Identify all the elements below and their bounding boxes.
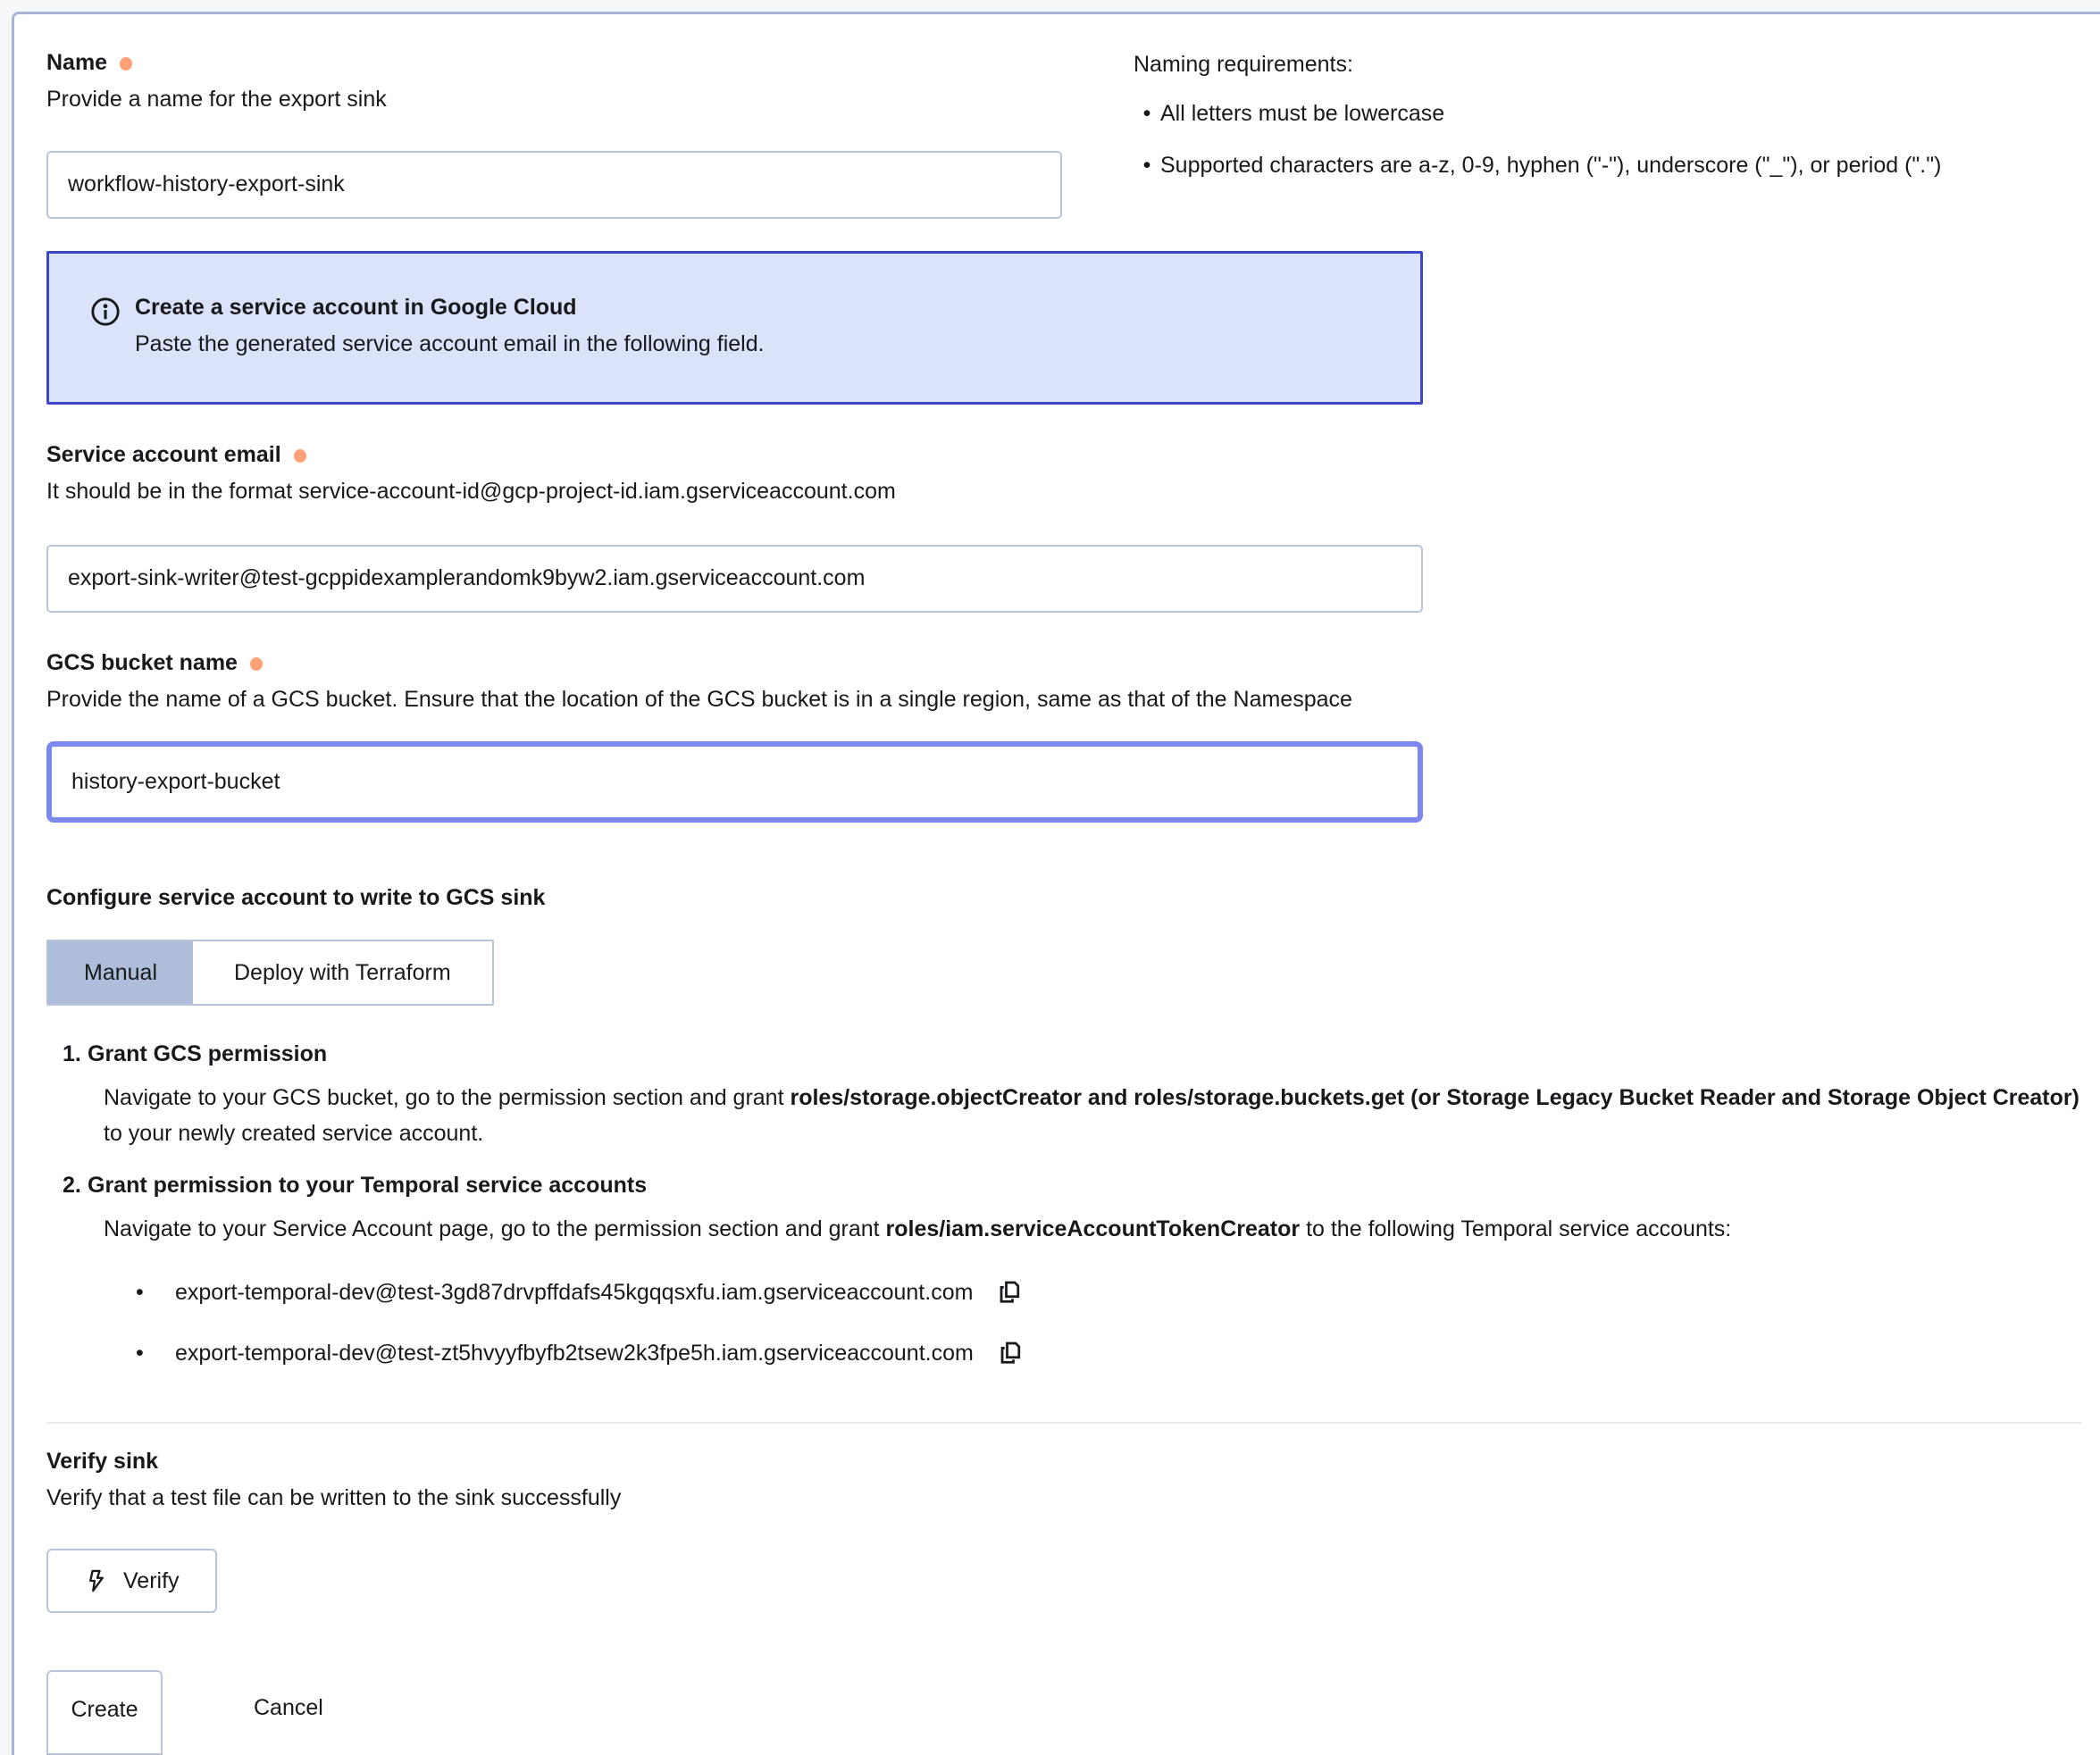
service-account-label: Service account email (46, 441, 281, 467)
step-number: 1. (63, 1041, 81, 1067)
temporal-service-account-list (136, 1279, 2082, 1366)
required-indicator-dot (294, 449, 306, 463)
verify-sink-description: Verify that a test file can be written to the sink successfully (46, 1485, 622, 1511)
temporal-service-account-email: export-temporal-dev@test-zt5hvyyfbyfb2tsew2k3fpe5h.iam.gserviceaccount.com (175, 1340, 974, 1366)
name-description: Provide a name for the export sink (46, 87, 387, 112)
service-account-email-input[interactable] (46, 545, 1423, 613)
info-banner-body: Paste the generated service account email in the following field. (135, 330, 765, 356)
step-grant-temporal-permission (46, 1173, 2082, 1247)
naming-requirement-text: All letters must be lowercase (1160, 100, 1445, 126)
service-account-section (46, 442, 2082, 613)
tab-manual[interactable]: Manual (48, 941, 193, 1004)
bucket-description: Provide the name of a GCS bucket. Ensure that the location of the GCS bucket is in a single region, same as that of the Namespace (46, 686, 1352, 712)
temporal-service-account-email: export-temporal-dev@test-3gd87drvpffdafs45kgqqsxfu.iam.gserviceaccount.com (175, 1279, 974, 1305)
bucket-name-input[interactable] (46, 741, 1423, 823)
naming-requirement-item (1134, 99, 2082, 129)
info-banner (46, 251, 1423, 405)
step-body: Navigate to your Service Account page, go to the permission section and grant roles/iam.serviceAccountTokenCreator to the following Temporal service accounts: (104, 1216, 1732, 1242)
name-label-row (46, 50, 1062, 76)
bullet-dot: • (1142, 100, 1151, 126)
verify-button-label: Verify (123, 1567, 180, 1593)
manual-steps (46, 1041, 2082, 1366)
naming-requirements (1134, 50, 2082, 180)
copy-button[interactable] (997, 1340, 1024, 1366)
verify-sink-title: Verify sink (46, 1449, 159, 1475)
bullet-dot: • (1142, 153, 1151, 178)
configure-tabs (46, 940, 494, 1006)
naming-requirement-text: Supported characters are a-z, 0-9, hyphen ("-"), underscore ("_"), or period (".") (1160, 153, 1942, 178)
name-label: Name (46, 50, 108, 75)
step-body: Navigate to your GCS bucket, go to the permission section and grant roles/storage.objectCreator and roles/storage.buckets.get (or Storage Legacy Bucket Reader and Storage Object Creator) to your newly created service account. (104, 1085, 2079, 1147)
bullet-dot: • (136, 1340, 144, 1366)
bucket-label: GCS bucket name (46, 649, 238, 675)
temporal-service-account-item (136, 1340, 2082, 1366)
verify-button[interactable] (46, 1549, 217, 1613)
export-sink-form-card (12, 12, 2100, 1755)
copy-button[interactable] (996, 1279, 1023, 1306)
name-input[interactable] (46, 151, 1062, 219)
required-indicator-dot (250, 657, 263, 671)
step-number: 2. (63, 1173, 81, 1199)
bucket-section (46, 650, 2082, 823)
create-button[interactable]: Create (46, 1670, 163, 1755)
info-icon (90, 297, 121, 327)
required-indicator-dot (120, 57, 132, 71)
naming-requirements-title: Naming requirements: (1134, 52, 1353, 77)
bucket-label-row (46, 650, 2082, 676)
name-section (46, 50, 2082, 219)
service-account-label-row (46, 442, 2082, 468)
form-actions (46, 1670, 2082, 1755)
naming-requirement-item (1134, 151, 2082, 180)
cancel-button[interactable]: Cancel (254, 1670, 323, 1721)
configure-section-title: Configure service account to write to GCS sink (46, 885, 546, 911)
step-grant-gcs-permission (46, 1041, 2082, 1151)
step-title: Grant permission to your Temporal service accounts (88, 1173, 648, 1199)
temporal-service-account-item (136, 1279, 2082, 1306)
tab-deploy-with-terraform[interactable]: Deploy with Terraform (193, 941, 492, 1004)
service-account-description: It should be in the format service-account-id@gcp-project-id.iam.gserviceaccount.com (46, 478, 896, 504)
section-divider (46, 1422, 2082, 1424)
copy-icon (996, 1279, 1023, 1306)
lightning-bolt-icon (84, 1568, 109, 1593)
bullet-dot: • (136, 1279, 144, 1305)
copy-icon (997, 1340, 1024, 1366)
info-banner-title: Create a service account in Google Cloud (135, 294, 577, 320)
step-title: Grant GCS permission (88, 1041, 328, 1067)
